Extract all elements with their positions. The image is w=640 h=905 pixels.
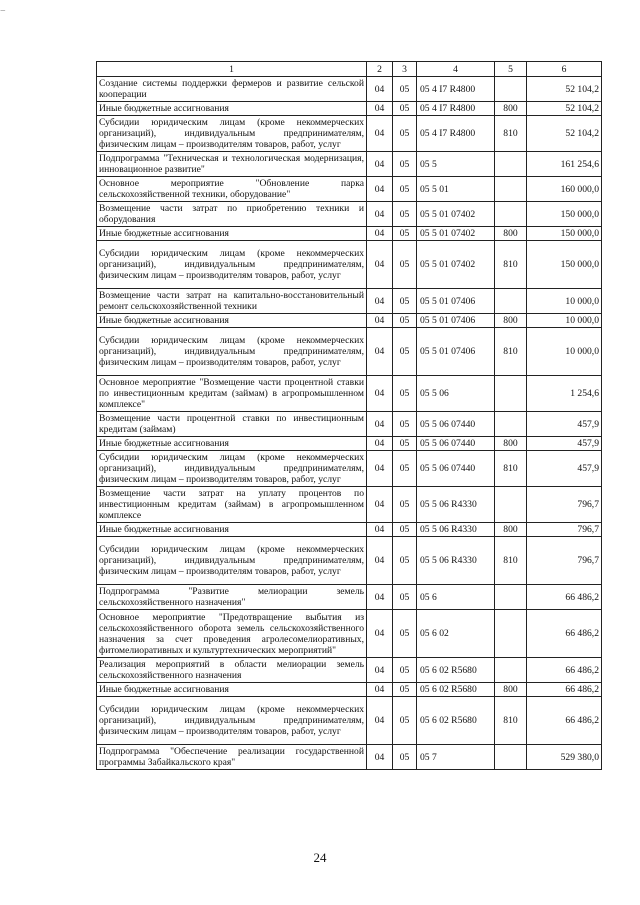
scan-mark: −	[0, 6, 6, 17]
amount: 457,9	[527, 437, 602, 451]
table-row	[97, 314, 602, 328]
amount: 66 486,2	[527, 658, 602, 683]
header-cell: 4	[417, 62, 495, 77]
target-article-code: 05 5 01 07406	[417, 328, 495, 376]
expense-type-code	[495, 745, 527, 770]
expense-type-code: 800	[495, 683, 527, 697]
target-article-code: 05 5 06 R4330	[417, 487, 495, 523]
amount: 10 000,0	[527, 328, 602, 376]
expense-type-code: 810	[495, 697, 527, 745]
table-row	[97, 328, 602, 376]
section-code: 04	[367, 152, 393, 177]
subsection-code: 05	[393, 116, 417, 152]
row-name: Субсидии юридическим лицам (кроме некоммерческих организаций), индивидуальным предпринимателям, физическим лицам – производителям товаров, работ, услуг	[97, 451, 367, 487]
table-row	[97, 658, 602, 683]
amount: 796,7	[527, 487, 602, 523]
budget-table	[96, 61, 602, 770]
table-row	[97, 102, 602, 116]
header-cell: 6	[527, 62, 602, 77]
row-name: Подпрограмма "Развитие мелиорации земель сельскохозяйственного назначения"	[97, 585, 367, 610]
header-cell: 3	[393, 62, 417, 77]
table-row	[97, 412, 602, 437]
section-code: 04	[367, 683, 393, 697]
row-name: Субсидии юридическим лицам (кроме некоммерческих организаций), индивидуальным предпринимателям, физическим лицам – производителям товаров, работ, услуг	[97, 241, 367, 289]
row-name: Субсидии юридическим лицам (кроме некоммерческих организаций), индивидуальным предпринимателям, физическим лицам – производителям товаров, работ, услуг	[97, 116, 367, 152]
table-row	[97, 289, 602, 314]
section-code: 04	[367, 376, 393, 412]
table-header-row	[97, 62, 602, 77]
table-row	[97, 152, 602, 177]
row-name: Иные бюджетные ассигнования	[97, 523, 367, 537]
subsection-code: 05	[393, 523, 417, 537]
expense-type-code: 810	[495, 116, 527, 152]
expense-type-code	[495, 412, 527, 437]
expense-type-code	[495, 77, 527, 102]
section-code: 04	[367, 227, 393, 241]
target-article-code: 05 5 01 07406	[417, 289, 495, 314]
subsection-code: 05	[393, 412, 417, 437]
header-cell: 5	[495, 62, 527, 77]
section-code: 04	[367, 177, 393, 202]
target-article-code: 05 5 06 R4330	[417, 523, 495, 537]
amount: 66 486,2	[527, 585, 602, 610]
subsection-code: 05	[393, 451, 417, 487]
row-name: Субсидии юридическим лицам (кроме некоммерческих организаций), индивидуальным предпринимателям, физическим лицам – производителям товаров, работ, услуг	[97, 328, 367, 376]
row-name: Возмещение части затрат на уплату процентов по инвестиционным кредитам (займам) в агропромышленном комплексе	[97, 487, 367, 523]
row-name: Подпрограмма "Техническая и технологическая модернизация, инновационное развитие"	[97, 152, 367, 177]
table-row	[97, 697, 602, 745]
section-code: 04	[367, 202, 393, 227]
subsection-code: 05	[393, 745, 417, 770]
expense-type-code: 800	[495, 102, 527, 116]
amount: 160 000,0	[527, 177, 602, 202]
section-code: 04	[367, 314, 393, 328]
subsection-code: 05	[393, 585, 417, 610]
subsection-code: 05	[393, 202, 417, 227]
table-row	[97, 177, 602, 202]
amount: 150 000,0	[527, 227, 602, 241]
expense-type-code	[495, 658, 527, 683]
amount: 52 104,2	[527, 116, 602, 152]
expense-type-code	[495, 610, 527, 658]
table-row	[97, 745, 602, 770]
expense-type-code: 800	[495, 437, 527, 451]
target-article-code: 05 5 01	[417, 177, 495, 202]
row-name: Основное мероприятие "Предотвращение выбытия из сельскохозяйственного оборота земель сельскохозяйственного назначения за счет проведения агролесомелиоративных, фитомелиоративных и культуртехнических мероприятий"	[97, 610, 367, 658]
amount: 66 486,2	[527, 683, 602, 697]
table-row	[97, 116, 602, 152]
target-article-code: 05 5 01 07402	[417, 227, 495, 241]
subsection-code: 05	[393, 289, 417, 314]
table-row	[97, 376, 602, 412]
row-name: Возмещение части процентной ставки по инвестиционным кредитам (займам)	[97, 412, 367, 437]
section-code: 04	[367, 585, 393, 610]
target-article-code: 05 5 06	[417, 376, 495, 412]
row-name: Создание системы поддержки фермеров и развитие сельской кооперации	[97, 77, 367, 102]
target-article-code: 05 5 01 07402	[417, 202, 495, 227]
section-code: 04	[367, 289, 393, 314]
target-article-code: 05 5 01 07402	[417, 241, 495, 289]
expense-type-code	[495, 152, 527, 177]
row-name: Иные бюджетные ассигнования	[97, 314, 367, 328]
section-code: 04	[367, 77, 393, 102]
expense-type-code: 810	[495, 451, 527, 487]
subsection-code: 05	[393, 227, 417, 241]
table-row	[97, 227, 602, 241]
section-code: 04	[367, 658, 393, 683]
row-name: Иные бюджетные ассигнования	[97, 102, 367, 116]
section-code: 04	[367, 328, 393, 376]
subsection-code: 05	[393, 328, 417, 376]
expense-type-code	[495, 289, 527, 314]
page-number: 24	[313, 850, 327, 865]
section-code: 04	[367, 610, 393, 658]
amount: 66 486,2	[527, 697, 602, 745]
expense-type-code: 800	[495, 314, 527, 328]
section-code: 04	[367, 523, 393, 537]
row-name: Иные бюджетные ассигнования	[97, 227, 367, 241]
subsection-code: 05	[393, 152, 417, 177]
section-code: 04	[367, 697, 393, 745]
target-article-code: 05 7	[417, 745, 495, 770]
section-code: 04	[367, 537, 393, 585]
target-article-code: 05 5 06 R4330	[417, 537, 495, 585]
row-name: Возмещение части затрат на капитально-восстановительный ремонт сельскохозяйственной техники	[97, 289, 367, 314]
table-row	[97, 77, 602, 102]
row-name: Основное мероприятие "Обновление парка сельскохозяйственной техники, оборудование"	[97, 177, 367, 202]
amount: 457,9	[527, 412, 602, 437]
row-name: Иные бюджетные ассигнования	[97, 437, 367, 451]
table-row	[97, 610, 602, 658]
expense-type-code	[495, 202, 527, 227]
subsection-code: 05	[393, 102, 417, 116]
amount: 457,9	[527, 451, 602, 487]
header-cell: 1	[97, 62, 367, 77]
table-row	[97, 523, 602, 537]
table-body	[97, 77, 602, 770]
section-code: 04	[367, 116, 393, 152]
row-name: Реализация мероприятий в области мелиорации земель сельскохозяйственного назначения	[97, 658, 367, 683]
amount: 796,7	[527, 523, 602, 537]
amount: 150 000,0	[527, 202, 602, 227]
expense-type-code: 800	[495, 523, 527, 537]
row-name: Субсидии юридическим лицам (кроме некоммерческих организаций), индивидуальным предпринимателям, физическим лицам – производителям товаров, работ, услуг	[97, 697, 367, 745]
table-row	[97, 241, 602, 289]
amount: 10 000,0	[527, 289, 602, 314]
subsection-code: 05	[393, 437, 417, 451]
expense-type-code: 810	[495, 328, 527, 376]
amount: 161 254,6	[527, 152, 602, 177]
target-article-code: 05 5 06 07440	[417, 437, 495, 451]
table-row	[97, 537, 602, 585]
target-article-code: 05 5 06 07440	[417, 451, 495, 487]
table-row	[97, 202, 602, 227]
target-article-code: 05 6 02 R5680	[417, 658, 495, 683]
amount: 52 104,2	[527, 102, 602, 116]
table-row	[97, 585, 602, 610]
row-name: Основное мероприятие "Возмещение части процентной ставки по инвестиционным кредитам (займам) в агропромышленном комплексе"	[97, 376, 367, 412]
amount: 796,7	[527, 537, 602, 585]
table-row	[97, 683, 602, 697]
amount: 66 486,2	[527, 610, 602, 658]
table-row	[97, 437, 602, 451]
section-code: 04	[367, 487, 393, 523]
section-code: 04	[367, 412, 393, 437]
target-article-code: 05 4 I7 R4800	[417, 116, 495, 152]
subsection-code: 05	[393, 487, 417, 523]
target-article-code: 05 5	[417, 152, 495, 177]
amount: 150 000,0	[527, 241, 602, 289]
subsection-code: 05	[393, 697, 417, 745]
subsection-code: 05	[393, 77, 417, 102]
target-article-code: 05 6 02 R5680	[417, 683, 495, 697]
amount: 529 380,0	[527, 745, 602, 770]
subsection-code: 05	[393, 537, 417, 585]
target-article-code: 05 6	[417, 585, 495, 610]
section-code: 04	[367, 451, 393, 487]
amount: 52 104,2	[527, 77, 602, 102]
subsection-code: 05	[393, 376, 417, 412]
section-code: 04	[367, 102, 393, 116]
expense-type-code: 810	[495, 241, 527, 289]
expense-type-code: 810	[495, 537, 527, 585]
subsection-code: 05	[393, 610, 417, 658]
subsection-code: 05	[393, 683, 417, 697]
amount: 1 254,6	[527, 376, 602, 412]
target-article-code: 05 4 I7 R4800	[417, 102, 495, 116]
expense-type-code: 800	[495, 227, 527, 241]
row-name: Иные бюджетные ассигнования	[97, 683, 367, 697]
row-name: Подпрограмма "Обеспечение реализации государственной программы Забайкальского края"	[97, 745, 367, 770]
expense-type-code	[495, 376, 527, 412]
section-code: 04	[367, 745, 393, 770]
subsection-code: 05	[393, 658, 417, 683]
subsection-code: 05	[393, 177, 417, 202]
target-article-code: 05 6 02	[417, 610, 495, 658]
expense-type-code	[495, 585, 527, 610]
row-name: Субсидии юридическим лицам (кроме некоммерческих организаций), индивидуальным предпринимателям, физическим лицам – производителям товаров, работ, услуг	[97, 537, 367, 585]
expense-type-code	[495, 177, 527, 202]
section-code: 04	[367, 437, 393, 451]
target-article-code: 05 6 02 R5680	[417, 697, 495, 745]
target-article-code: 05 5 06 07440	[417, 412, 495, 437]
header-cell: 2	[367, 62, 393, 77]
target-article-code: 05 5 01 07406	[417, 314, 495, 328]
table-row	[97, 451, 602, 487]
expense-type-code	[495, 487, 527, 523]
table-row	[97, 487, 602, 523]
subsection-code: 05	[393, 241, 417, 289]
target-article-code: 05 4 I7 R4800	[417, 77, 495, 102]
section-code: 04	[367, 241, 393, 289]
subsection-code: 05	[393, 314, 417, 328]
row-name: Возмещение части затрат по приобретению техники и оборудования	[97, 202, 367, 227]
amount: 10 000,0	[527, 314, 602, 328]
